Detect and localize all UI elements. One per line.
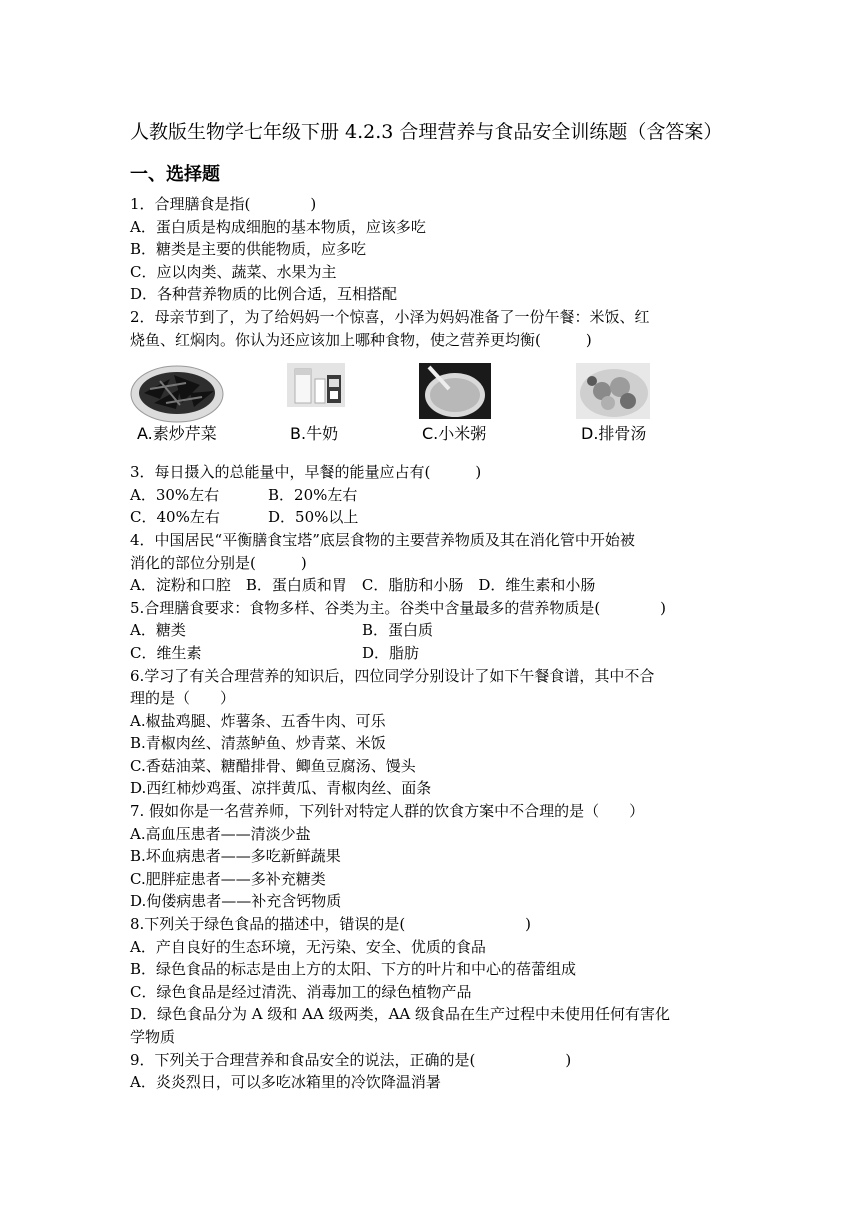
question-5-option-c: C．维生素 — [130, 643, 202, 662]
milk-image — [287, 363, 345, 414]
rib-soup-image — [576, 363, 650, 426]
question-3-stem: 3．每日摄入的总能量中，早餐的能量应占有( ) — [130, 463, 482, 482]
question-8-option-c: C．绿色食品是经过清洗、消毒加工的绿色植物产品 — [130, 982, 472, 1001]
question-8-option-b: B．绿色食品的标志是由上方的太阳、下方的叶片和中心的蓓蕾组成 — [130, 960, 577, 979]
question-2-stem-line1: 2．母亲节到了，为了给妈妈一个惊喜，小泽为妈妈准备了一份午餐：米饭、红 — [130, 307, 650, 326]
question-4-stem-line1: 4．中国居民“平衡膳食宝塔”底层食物的主要营养物质及其在消化管中开始被 — [130, 530, 635, 549]
question-3-option-b: B．20%左右 — [268, 485, 358, 504]
option-a-caption: A.素炒芹菜 — [137, 424, 217, 444]
question-5-option-b: B．蛋白质 — [362, 621, 434, 640]
question-1-option-c: C．应以肉类、蔬菜、水果为主 — [130, 262, 337, 281]
page-title: 人教版生物学七年级下册 4.2.3 合理营养与食品安全训练题（含答案） — [130, 121, 723, 143]
question-7-option-c: C.肥胖症患者——多补充糖类 — [130, 869, 326, 888]
question-8-option-d-cont: 学物质 — [130, 1028, 176, 1046]
question-9-stem: 9．下列关于合理营养和食品安全的说法，正确的是( ) — [130, 1050, 572, 1069]
question-2-stem-line2: 烧鱼、红焖肉。你认为还应该加上哪种食物，使之营养更均衡( ) — [130, 330, 592, 349]
question-3-option-a: A．30%左右 — [130, 485, 220, 504]
question-3-option-d: D．50%以上 — [268, 508, 359, 527]
question-9-option-a: A．炎炎烈日，可以多吃冰箱里的冷饮降温消暑 — [130, 1073, 441, 1092]
question-1-option-a: A．蛋白质是构成细胞的基本物质，应该多吃 — [130, 217, 426, 236]
question-5-stem: 5.合理膳食要求：食物多样、谷类为主。谷类中含量最多的营养物质是( ) — [130, 598, 667, 617]
question-8-option-a: A．产自良好的生态环境，无污染、安全、优质的食品 — [130, 937, 486, 956]
option-d-caption: D.排骨汤 — [581, 424, 647, 444]
question-2-images — [130, 353, 742, 461]
question-5-row2 — [130, 642, 742, 665]
question-3-row1 — [130, 484, 742, 507]
celery-dish-image — [130, 363, 224, 430]
question-list — [130, 193, 742, 1094]
option-b-caption: B.牛奶 — [290, 424, 339, 444]
option-c-caption: C.小米粥 — [422, 424, 487, 444]
section-heading: 一、选择题 — [130, 164, 220, 185]
question-5-option-d: D．脂肪 — [362, 643, 420, 662]
question-4-stem-line2: 消化的部位分别是( ) — [130, 553, 307, 572]
question-7-option-b: B.坏血病患者——多吃新鲜蔬果 — [130, 847, 341, 866]
question-5-option-a: A．糖类 — [130, 621, 186, 640]
question-8-option-d: D．绿色食品分为 A 级和 AA 级两类，AA 级食品在生产过程中未使用任何有害化 — [130, 1005, 671, 1024]
question-3-option-c: C．40%左右 — [130, 508, 220, 527]
question-6-stem-line2: 理的是（ ） — [130, 689, 236, 708]
question-6-option-a: A.椒盐鸡腿、炸薯条、五香牛肉、可乐 — [130, 711, 386, 730]
question-7-option-d: D.佝偻病患者——补充含钙物质 — [130, 892, 342, 911]
question-6-option-d: D.西红柿炒鸡蛋、凉拌黄瓜、青椒肉丝、面条 — [130, 779, 432, 798]
question-8-stem: 8.下列关于绿色食品的描述中，错误的是( ) — [130, 915, 532, 934]
question-6-option-c: C.香菇油菜、糖醋排骨、鲫鱼豆腐汤、馒头 — [130, 756, 416, 775]
question-1-option-d: D．各种营养物质的比例合适，互相搭配 — [130, 285, 398, 304]
question-6-option-b: B.青椒肉丝、清蒸鲈鱼、炒青菜、米饭 — [130, 734, 386, 753]
question-7-option-a: A.高血压患者——清淡少盐 — [130, 824, 311, 843]
question-1-stem: 1．合理膳食是指( ) — [130, 195, 317, 213]
porridge-image — [419, 363, 491, 426]
question-5-row1 — [130, 619, 742, 642]
question-1-option-b: B．糖类是主要的供能物质，应多吃 — [130, 240, 367, 259]
question-7-stem: 7. 假如你是一名营养师，下列针对特定人群的饮食方案中不合理的是（ ） — [130, 802, 645, 821]
question-4-options: A．淀粉和口腔 B．蛋白质和胃 C．脂肪和小肠 D．维生素和小肠 — [130, 576, 596, 595]
question-6-stem-line1: 6.学习了有关合理营养的知识后，四位同学分别设计了如下午餐食谱，其中不合 — [130, 666, 655, 685]
question-3-row2 — [130, 506, 742, 529]
